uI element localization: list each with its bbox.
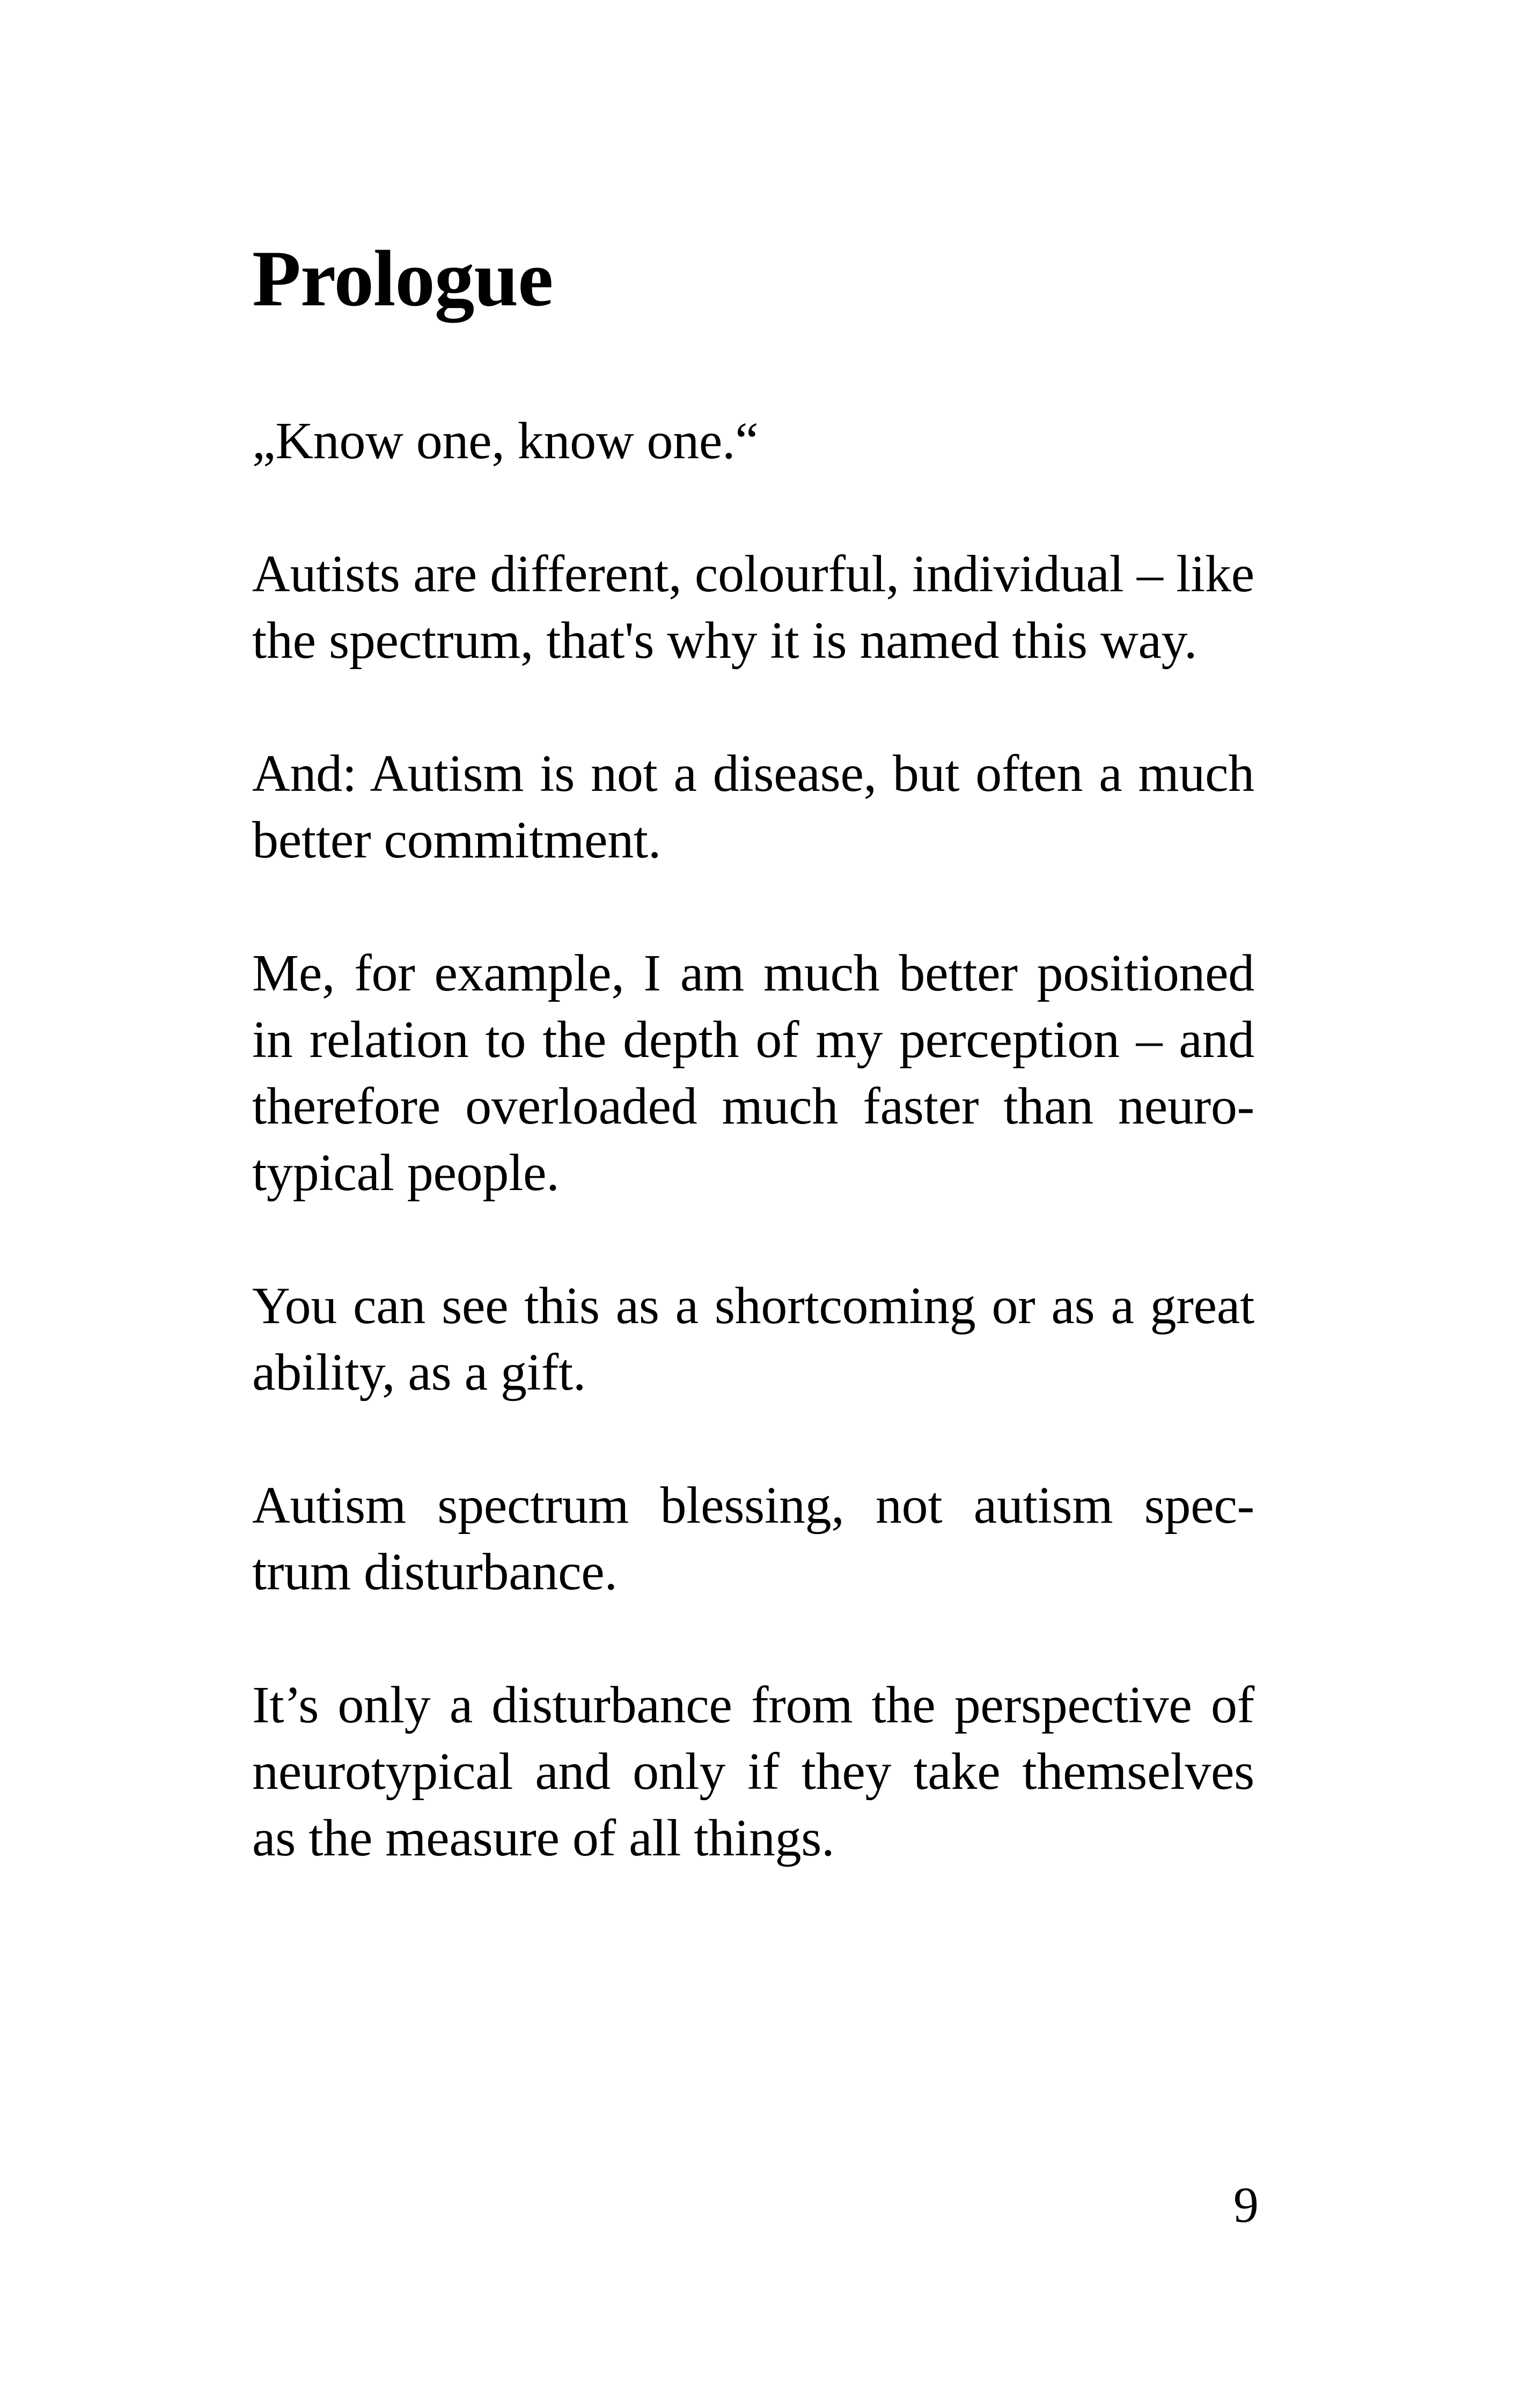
paragraph-autism-not-disease: And: Autism is not a disease, but often a much better commitment. — [252, 745, 1254, 869]
paragraph-perception: Me, for example, I am much better positioned in relation to the depth of my perception – and therefore overloaded much faster than neuro-typical people. — [252, 944, 1254, 1202]
paragraph-spectrum-blessing: Autism spectrum blessing, not autism spec-trum disturbance. — [252, 1477, 1254, 1601]
epigraph-quote: „Know one, know one.“ — [252, 412, 759, 470]
paragraph-neurotypical-measure: It’s only a disturbance from the perspective of neurotypical and only if they take themselves as the measure of all things. — [252, 1676, 1254, 1867]
paragraph-shortcoming-or-gift: You can see this as a shortcoming or as a great ability, as a gift. — [252, 1277, 1254, 1401]
chapter-title: Prologue — [252, 234, 553, 323]
paragraph-autists-different: Autists are different, colourful, individual – like the spectrum, that's why it is named this way. — [252, 545, 1254, 670]
page-text-column — [252, 231, 1254, 1938]
page-number: 9 — [1233, 2177, 1259, 2233]
